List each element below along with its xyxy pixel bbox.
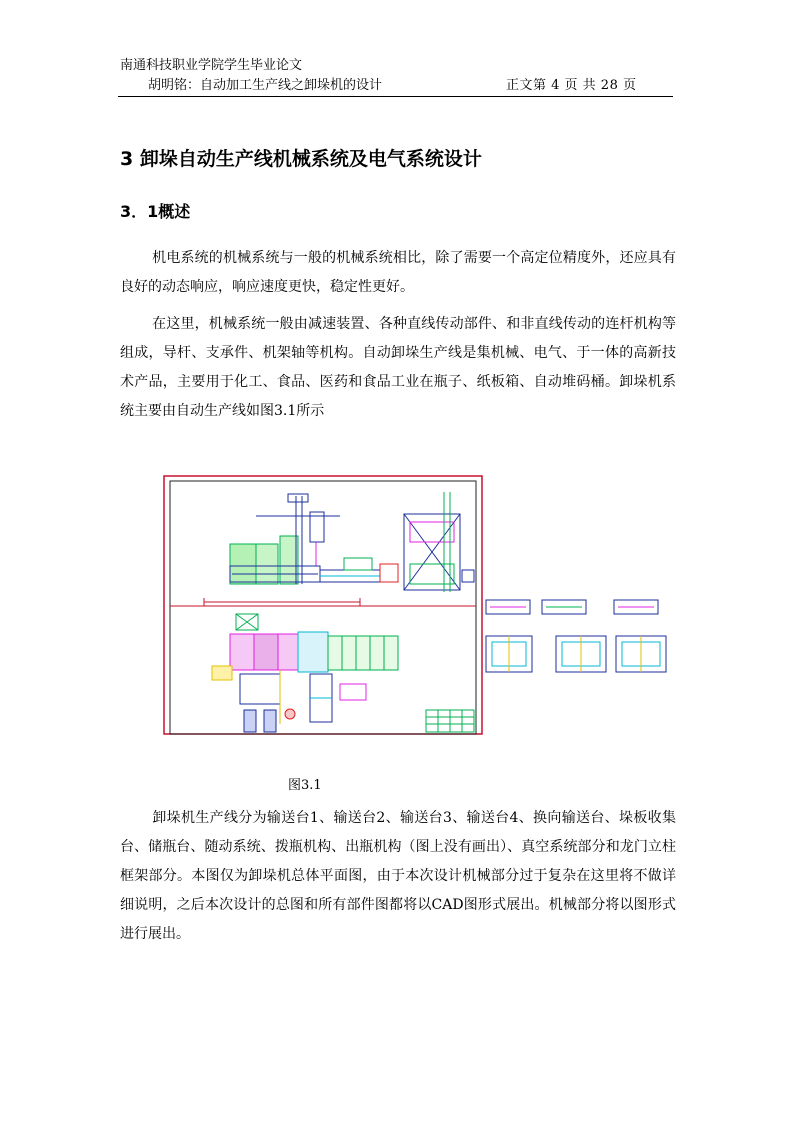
drawing-inner-frame <box>170 481 476 734</box>
paragraph-2 <box>120 310 676 426</box>
header-school-title: 南通科技职业学院学生毕业论文 <box>120 58 303 73</box>
cad-layout-figure <box>160 474 700 736</box>
detail-views <box>486 600 666 672</box>
header-author-title: 胡明铭：自动加工生产线之卸垛机的设计 <box>148 78 383 93</box>
paragraph-3-text: 卸垛机生产线分为输送台1、输送台2、输送台3、输送台4、换向输送台、垛板收集台、储瓶台、随动系统、拨瓶机构、出瓶机构（图上没有画出）、真空系统部分和龙门立柱框架部分。本图仅为卸垛机总体平面图，由于本次设计机械部分过于复杂在这里将不做详细说明，之后本次设计的总图和所有部件图都将以CAD图形式展出。机械部分将以图形式进行展出。 <box>120 810 676 942</box>
header-page-info: 正文第 4 页 共 28 页 <box>506 78 637 93</box>
conveyor-elevation <box>320 558 398 582</box>
paragraph-3 <box>120 804 676 949</box>
cad-drawing <box>160 474 700 736</box>
figure-caption: 图3.1 <box>288 778 322 793</box>
gantry-right <box>404 492 474 592</box>
paragraph-1 <box>120 244 676 302</box>
paragraph-2-text: 在这里，机械系统一般由减速装置、各种直线传动部件、和非直线传动的连杆机构等组成，导杆、支承件、机架轴等机构。自动卸垛生产线是集机械、电气、于一体的高新技术产品，主要用于化工、食品、医药和食品工业在瓶子、纸板箱、自动堆码桶。卸垛机系统主要由自动生产线如图3.1所示 <box>120 316 676 419</box>
chapter-title: 3 卸垛自动生产线机械系统及电气系统设计 <box>120 148 482 170</box>
header-divider <box>118 96 673 97</box>
paragraph-1-text: 机电系统的机械系统与一般的机械系统相比，除了需要一个高定位精度外，还应具有良好的动态响应，响应速度更快，稳定性更好。 <box>120 250 676 295</box>
drawing-outer-frame <box>164 476 482 734</box>
plan-view <box>212 614 398 732</box>
section-title: 3．1概述 <box>120 202 191 221</box>
